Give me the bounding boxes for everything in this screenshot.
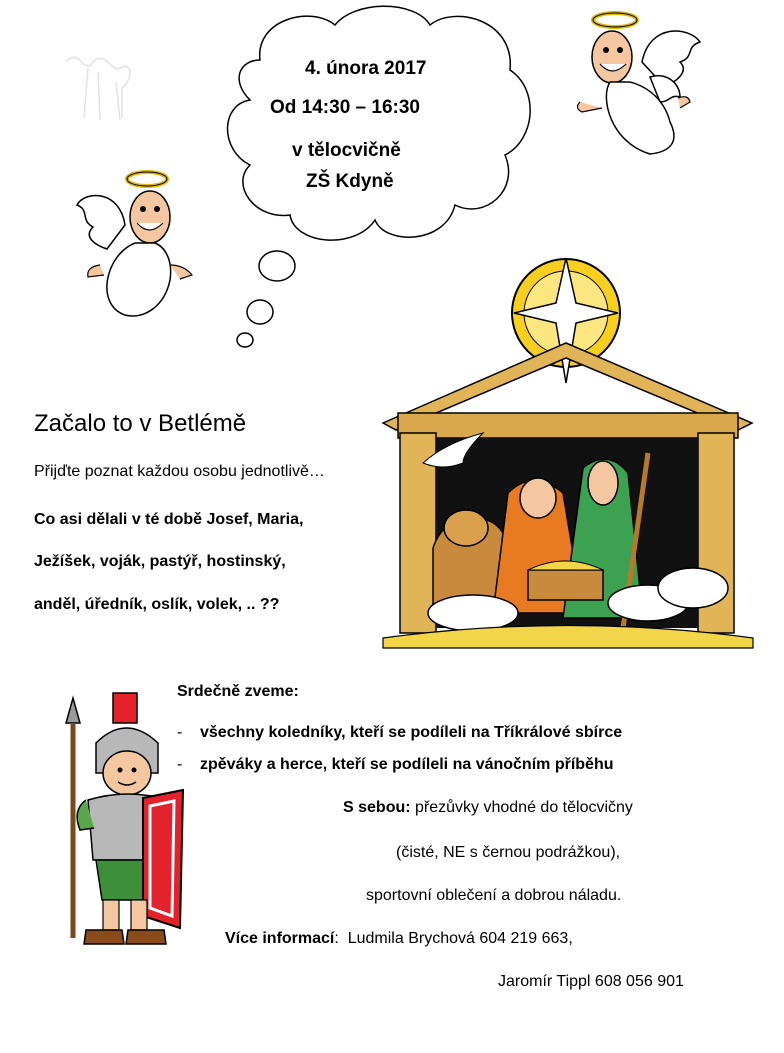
nativity-illustration <box>378 258 758 653</box>
main-heading: Začalo to v Betlémě <box>34 410 247 437</box>
info-colon: : <box>334 930 348 947</box>
intro-line-4: anděl, úředník, oslík, volek, .. ?? <box>34 596 280 613</box>
info-label: Více informací <box>225 930 335 947</box>
invite-bullet-1-dash: - <box>177 724 183 741</box>
event-place-line2: ZŠ Kdyně <box>306 171 394 192</box>
invite-item-2: zpěváky a herce, kteří se podíleli na vánočním příběhu <box>200 756 614 773</box>
info-line-1 <box>225 930 573 948</box>
invite-title: Srdečně zveme: <box>177 683 299 700</box>
bring-line-2: (čisté, NE s černou podrážkou), <box>396 844 621 861</box>
event-place-line1: v tělocvičně <box>292 140 401 161</box>
bring-line-1 <box>343 799 633 817</box>
event-date: 4. února 2017 <box>305 58 427 79</box>
bring-label: S sebou: <box>343 799 411 816</box>
bring-item-1: přezůvky vhodné do tělocvičny <box>415 799 633 816</box>
camel-icon <box>58 42 148 132</box>
invite-item-1: všechny koledníky, kteří se podíleli na Tříkrálové sbírce <box>200 724 623 741</box>
intro-line-2: Co asi dělali v té době Josef, Maria, <box>34 511 304 528</box>
info-contact-2: Jaromír Tippl 608 056 901 <box>498 973 684 990</box>
angel-illustration-right <box>570 2 710 162</box>
invite-bullet-2-dash: - <box>177 756 183 773</box>
angel-illustration-left <box>65 165 205 325</box>
intro-line-1: Přijďte poznat každou osobu jednotlivě… <box>34 463 325 480</box>
bring-line-3: sportovní oblečení a dobrou náladu. <box>366 887 622 904</box>
intro-line-3: Ježíšek, voják, pastýř, hostinský, <box>34 553 286 570</box>
event-time: Od 14:30 – 16:30 <box>270 97 420 118</box>
info-contact-1: Ludmila Brychová 604 219 663, <box>347 930 573 947</box>
